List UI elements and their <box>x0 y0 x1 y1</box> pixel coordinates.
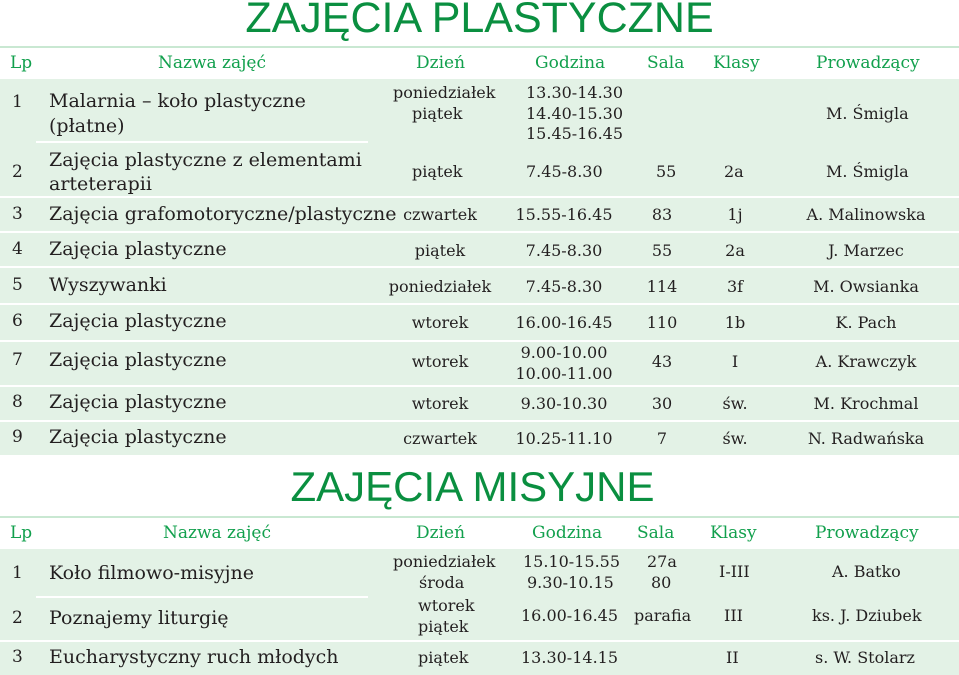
row-dzien: piątek <box>412 162 463 181</box>
row-sala: 30 <box>651 394 673 413</box>
row-nazwa: Poznajemy liturgię <box>49 607 229 629</box>
row-sala: 27a <box>647 552 677 571</box>
row-lp: 1 <box>12 92 23 112</box>
row-prowadzacy: ks. J. Dziubek <box>812 606 922 625</box>
row-godzina-line2: 14.40-15.30 <box>526 104 624 123</box>
row-godzina: 10.25-11.10 <box>515 429 613 448</box>
row-godzina: 13.30-14.30 <box>526 83 624 102</box>
row-lp: 8 <box>12 392 23 412</box>
row-klasy: św. <box>722 394 748 413</box>
row-nazwa: Koło filmowo-misyjne <box>49 562 255 584</box>
row-dzien: piątek <box>414 241 466 260</box>
row-dzien-line2: piątek <box>412 104 463 123</box>
row-godzina: 16.00-16.45 <box>521 606 619 625</box>
row-prowadzacy: J. Marzec <box>828 241 904 260</box>
row-klasy: III <box>724 606 743 625</box>
row-godzina-line2: 10.00-11.00 <box>515 364 613 383</box>
row-nazwa-line2: arteterapii <box>49 173 152 195</box>
row-klasy: św. <box>722 429 748 448</box>
header-nazwa: Nazwa zajęć <box>163 523 272 543</box>
row-lp: 9 <box>12 427 23 447</box>
row-nazwa: Zajęcia plastyczne <box>49 238 227 260</box>
row-klasy: II <box>726 648 739 667</box>
row-klasy: I <box>731 352 739 371</box>
row-lp: 5 <box>12 275 23 295</box>
row-dzien-line2: środa <box>419 573 465 592</box>
section-title-misyjne: ZAJĘCIA MISYJNE <box>290 463 655 510</box>
row-klasy: 1b <box>724 313 746 332</box>
row-nazwa: Zajęcia grafomotoryczne/plastyczne <box>49 203 397 225</box>
row-godzina: 16.00-16.45 <box>515 313 613 332</box>
row-godzina-line3: 15.45-16.45 <box>526 124 624 143</box>
row-sala-line2: 80 <box>651 573 672 592</box>
row-prowadzacy: M. Owsianka <box>813 277 919 296</box>
row-klasy: I-III <box>719 562 750 581</box>
row-prowadzacy: A. Batko <box>832 562 901 581</box>
row-sala: 55 <box>651 241 673 260</box>
section-title-plastyczne: ZAJĘCIA PLASTYCZNE <box>245 0 714 42</box>
row-prowadzacy: M. Krochmal <box>813 394 919 413</box>
header-sala: Sala <box>647 53 685 73</box>
row-lp: 3 <box>12 647 23 667</box>
row-dzien: poniedziałek <box>393 552 496 571</box>
row-klasy: 3f <box>726 277 744 296</box>
row-dzien: piątek <box>418 648 469 667</box>
row-klasy: 2a <box>725 241 745 260</box>
row-dzien: wtorek <box>411 313 469 332</box>
row-nazwa: Zajęcia plastyczne <box>49 310 227 332</box>
row-prowadzacy: A. Malinowska <box>806 205 926 224</box>
header-lp: Lp <box>10 53 33 73</box>
row-prowadzacy: s. W. Stolarz <box>815 648 915 667</box>
row-sala: 114 <box>646 277 678 296</box>
header-godzina: Godzina <box>532 523 603 543</box>
row-sala: 7 <box>656 429 668 448</box>
table-header <box>0 46 959 78</box>
header-prowadzacy: Prowadzący <box>815 523 919 543</box>
header-lp: Lp <box>10 523 33 543</box>
row-sala: parafia <box>634 606 692 625</box>
header-klasy: Klasy <box>713 53 760 73</box>
row-dzien: poniedziałek <box>393 83 496 102</box>
row-klasy: 2a <box>724 162 744 181</box>
row-sala: 43 <box>651 352 673 371</box>
row-godzina: 15.55-16.45 <box>515 205 613 224</box>
row-nazwa: Malarnia – koło plastyczne <box>49 90 306 112</box>
row-klasy: 1j <box>727 205 743 224</box>
row-dzien: poniedziałek <box>388 277 492 296</box>
row-godzina: 9.30-10.30 <box>520 394 608 413</box>
row-nazwa: Wyszywanki <box>49 274 167 296</box>
row-godzina: 7.45-8.30 <box>525 241 603 260</box>
row-nazwa: Zajęcia plastyczne <box>49 426 227 448</box>
header-dzien: Dzień <box>416 523 466 543</box>
row-sala: 83 <box>651 205 673 224</box>
row-dzien: wtorek <box>411 352 469 371</box>
row-godzina: 7.45-8.30 <box>525 277 603 296</box>
row-nazwa: Zajęcia plastyczne <box>49 391 227 413</box>
row-godzina: 7.45-8.30 <box>526 162 603 181</box>
row-godzina: 9.00-10.00 <box>520 343 608 362</box>
row-godzina-line2: 9.30-10.15 <box>527 573 614 592</box>
row-lp: 7 <box>12 350 23 370</box>
row-sala: 55 <box>656 162 677 181</box>
row-dzien: wtorek <box>411 394 469 413</box>
row-lp: 6 <box>12 311 23 331</box>
row-prowadzacy: M. Śmigla <box>826 104 909 123</box>
header-nazwa: Nazwa zajęć <box>158 53 267 73</box>
table-header <box>0 516 959 548</box>
row-nazwa: Zajęcia plastyczne <box>49 349 227 371</box>
row-lp: 2 <box>12 162 23 182</box>
header-prowadzacy: Prowadzący <box>816 53 920 73</box>
header-sala: Sala <box>637 523 675 543</box>
row-prowadzacy: M. Śmigla <box>826 162 909 181</box>
row-prowadzacy: K. Pach <box>835 313 897 332</box>
row-nazwa: Zajęcia plastyczne z elementami <box>49 149 362 171</box>
row-dzien: czwartek <box>403 429 477 448</box>
row-lp: 1 <box>12 563 23 583</box>
header-dzien: Dzień <box>416 53 466 73</box>
row-dzien: czwartek <box>403 205 477 224</box>
header-godzina: Godzina <box>535 53 606 73</box>
row-lp: 4 <box>12 239 23 259</box>
row-sala: 110 <box>646 313 678 332</box>
row-prowadzacy: N. Radwańska <box>807 429 925 448</box>
row-nazwa-line2: (płatne) <box>49 115 125 137</box>
row-godzina: 15.10-15.55 <box>523 552 621 571</box>
row-nazwa: Eucharystyczny ruch młodych <box>49 646 339 668</box>
row-lp: 3 <box>12 204 23 224</box>
row-dzien-line2: piątek <box>418 617 469 636</box>
row-godzina: 13.30-14.15 <box>521 648 619 667</box>
row-lp: 2 <box>12 608 23 628</box>
row-prowadzacy: A. Krawczyk <box>815 352 917 371</box>
row-dzien: wtorek <box>418 596 475 615</box>
header-klasy: Klasy <box>710 523 757 543</box>
